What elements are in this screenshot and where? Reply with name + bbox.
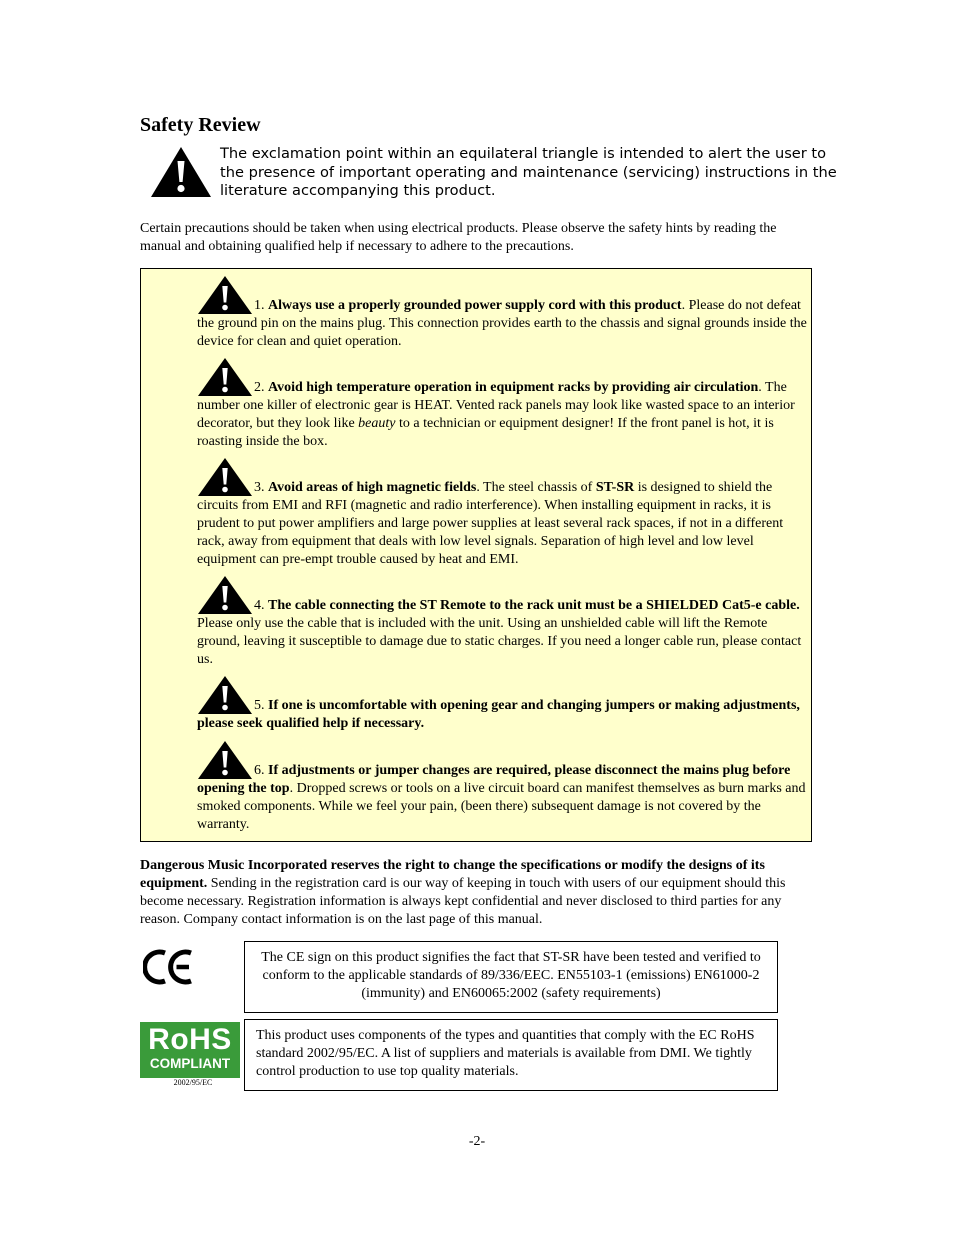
precaution-5 (197, 675, 811, 733)
precaution-3 (197, 457, 811, 569)
precaution-text: . Dropped screws or tools on a live circuit board can manifest themselves as burn marks and smoked components. While we feel your pain, (been there) subsequent damage is not covered by the warranty. (197, 781, 806, 832)
warning-symbol-explanation: The exclamation point within an equilateral triangle is intended to alert the user to the presence of important operating and maintenance (servicing) instructions in the literature accompanying this product. (220, 145, 837, 199)
rohs-compliance-box: This product uses components of the types and quantities that comply with the EC RoHS standard 2002/95/EC. A list of suppliers and materials is available from DMI. We tightly control production to use top quality materials. (244, 1019, 778, 1091)
precaution-heading: Always use a properly grounded power supply cord with this product (268, 298, 682, 313)
notice-heading: Dangerous Music Incorporated reserves the right to change the specifications or modify the designs of its equipment. (140, 858, 765, 891)
precaution-2 (197, 357, 811, 451)
precaution-1 (197, 275, 811, 351)
precaution-number: 1. (254, 298, 268, 313)
precaution-heading: If adjustments or jumper changes are required, please disconnect the mains plug before opening the top (197, 763, 791, 796)
precaution-text: . The steel chassis of (476, 480, 596, 495)
precaution-text: . Please do not defeat the ground pin on the mains plug. This connection provides earth to the chassis and signal grounds inside the device for clean and quiet operation. (197, 298, 807, 349)
rohs-logo-subtext: COMPLIANT (149, 1056, 231, 1071)
precaution-text: Please only use the cable that is included with the unit. Using an unshielded cable will lift the Remote ground, leaving it susceptible to damage due to static charges. If you need a longer cable run, please contact us. (197, 616, 802, 667)
precaution-text-continued: is designed to shield the circuits from EMI and RFI (magnetic and radio interference). When installing equipment in racks, it is prudent to put power amplifiers and large power supplies at least several rack spaces, if not in a different rack, away from equipment that deals with low level signals. Separation of high level and low level equipment can pre-empt trouble caused by heat and EMI. (197, 480, 784, 567)
notice-text: Sending in the registration card is our way of keeping in touch with users of our equipment should this become necessary. Registration information is always kept confidential and never disclosed to third parties for any reason. Company contact information is on the last page of this manual. (140, 876, 786, 927)
rohs-standard-label: 2002/95/EC (173, 1078, 213, 1087)
warning-triangle-icon (197, 575, 253, 615)
product-name: ST-SR (595, 480, 635, 495)
precaution-heading: The cable connecting the ST Remote to the rack unit must be a SHIELDED Cat5-e cable. (268, 598, 800, 613)
precaution-emphasis: beauty (358, 416, 396, 431)
rohs-logo-text: RoHS (148, 1023, 232, 1056)
precaution-number: 4. (254, 598, 268, 613)
precaution-text: . The number one killer of electronic gear is HEAT. Vented rack panels may look like wasted space to an interior decorator, but they look like (197, 380, 795, 431)
warning-triangle-icon (197, 275, 253, 315)
warning-triangle-icon (197, 457, 253, 497)
precaution-heading: If one is uncomfortable with opening gear and changing jumpers or making adjustments, please seek qualified help if necessary. (197, 698, 800, 731)
precaution-number: 6. (254, 763, 268, 778)
intro-paragraph: Certain precautions should be taken when using electrical products. Please observe the safety hints by reading the manual and obtaining qualified help if necessary to adhere to the precautions. (140, 221, 777, 254)
warning-triangle-icon (150, 146, 212, 198)
safety-precautions-box (140, 268, 812, 842)
precaution-heading: Avoid areas of high magnetic fields (268, 480, 477, 495)
page-number: -2- (468, 1134, 486, 1149)
precaution-number: 2. (254, 380, 268, 395)
page-title: Safety Review (140, 114, 261, 136)
precaution-heading: Avoid high temperature operation in equipment racks by providing air circulation (268, 380, 759, 395)
precaution-text-continued: to a technician or equipment designer! If the front panel is hot, it is roasting inside the box. (197, 416, 774, 449)
company-notice (140, 857, 820, 929)
warning-triangle-icon (197, 675, 253, 715)
rohs-compliant-logo (140, 1022, 240, 1078)
ce-mark-icon (143, 947, 195, 987)
precaution-4 (197, 575, 811, 669)
warning-triangle-icon (197, 740, 253, 780)
warning-triangle-icon (197, 357, 253, 397)
precaution-number: 5. (254, 698, 268, 713)
ce-compliance-box: The CE sign on this product signifies the fact that ST-SR have been tested and verified to conform to the applicable standards of 89/336/EEC. EN55103-1 (emissions) EN61000-2 (immunity) and EN60065:2002 (safety requirements) (244, 941, 778, 1013)
precaution-6 (197, 740, 811, 834)
precaution-number: 3. (254, 480, 268, 495)
